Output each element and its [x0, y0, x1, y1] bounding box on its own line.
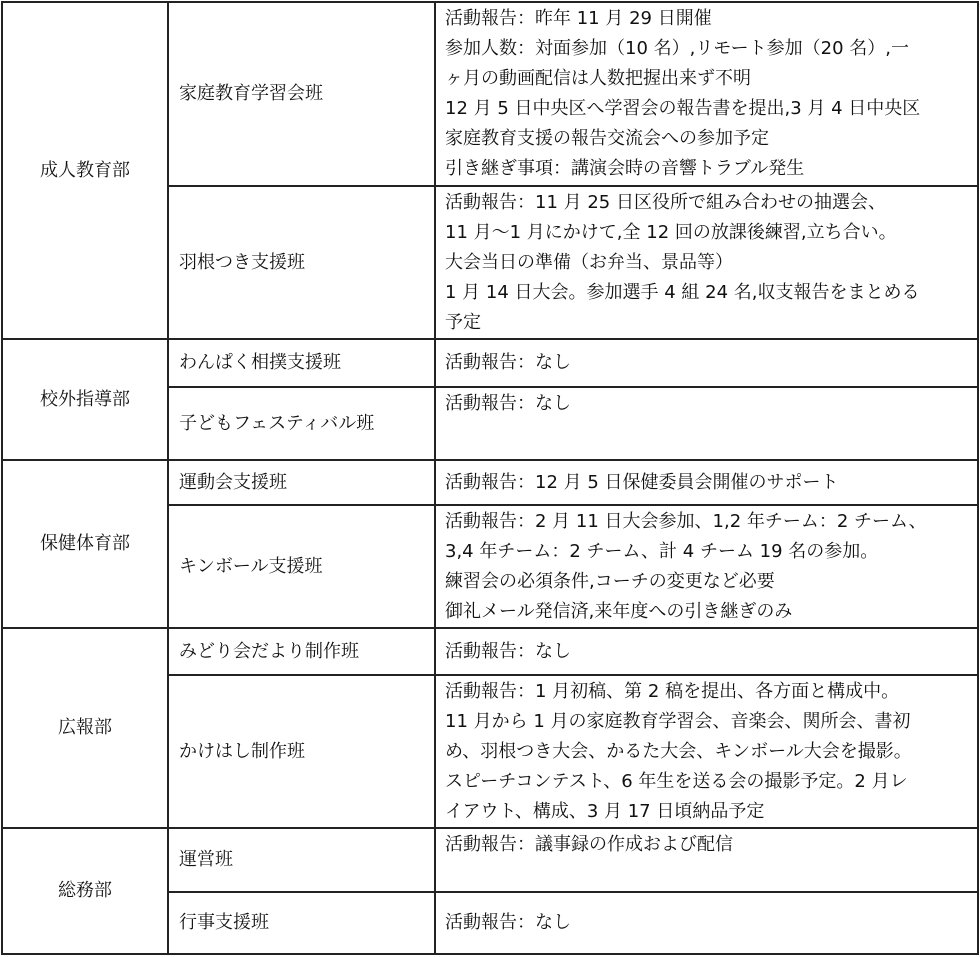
report-line: 活動報告：12 月 5 日保健委員会開催のサポート	[445, 471, 839, 493]
report-cell	[435, 892, 978, 954]
table-row	[2, 828, 978, 892]
report-line: 12 月 5 日中央区へ学習会の報告書を提出,3 月 4 日中央区	[445, 98, 921, 119]
report-line: イアウト、構成、3 月 17 日頃納品予定	[445, 800, 765, 822]
report-cell	[435, 628, 978, 675]
group-name: 運営班	[168, 828, 435, 892]
report-line: 引き継ぎ事項：講演会時の音響トラブル発生	[445, 158, 805, 179]
group-name: キンボール支援班	[168, 505, 435, 628]
group-name: 行事支援班	[168, 892, 435, 954]
report-line: 活動報告：11 月 25 日区役所で組み合わせの抽選会、	[445, 191, 886, 213]
report-line: 練習会の必須条件,コーチの変更など必要	[445, 570, 775, 592]
group-name: 家庭教育学習会班	[168, 2, 435, 186]
report-line: め、羽根つき大会、かるた大会、キンボール大会を撮影。	[445, 740, 912, 762]
activity-report-table	[1, 1, 979, 955]
report-line: 1 月 14 日大会。参加選手 4 組 24 名,収支報告をまとめる	[445, 281, 920, 303]
department-name: 校外指導部	[2, 339, 168, 460]
report-line: 活動報告：議事録の作成および配信	[445, 834, 733, 855]
report-cell	[435, 460, 978, 505]
report-cell	[435, 339, 978, 387]
group-name: 子どもフェスティバル班	[168, 387, 435, 460]
department-name: 成人教育部	[2, 2, 168, 339]
report-line: 活動報告：昨年 11 月 29 日開催	[445, 8, 712, 29]
report-line: 家庭教育支援の報告交流会への参加予定	[445, 128, 769, 149]
report-cell	[435, 675, 978, 828]
report-line: 活動報告：2 月 11 日大会参加、1,2 年チーム：2 チーム、	[445, 510, 927, 532]
report-line: 活動報告：1 月初稿、第 2 稿を提出、各方面と構成中。	[445, 680, 900, 702]
group-name: かけはし制作班	[168, 675, 435, 828]
report-cell	[435, 505, 978, 628]
report-line: 御礼メール発信済,来年度への引き継ぎのみ	[445, 600, 793, 622]
report-cell	[435, 2, 978, 186]
group-name: 羽根つき支援班	[168, 186, 435, 339]
report-line: 活動報告：なし	[445, 640, 571, 662]
report-line: 11 月～1 月にかけて,全 12 回の放課後練習,立ち合い。	[445, 221, 897, 243]
report-line: 3,4 年チーム：2 チーム、計 4 チーム 19 名の参加。	[445, 540, 879, 562]
group-name: わんぱく相撲支援班	[168, 339, 435, 387]
report-line: 11 月から 1 月の家庭教育学習会、音楽会、関所会、書初	[445, 710, 911, 732]
table-row	[2, 2, 978, 186]
department-name: 総務部	[2, 828, 168, 954]
report-line: スピーチコンテスト、6 年生を送る会の撮影予定。2 月レ	[445, 770, 908, 792]
report-line: 活動報告：なし	[445, 393, 571, 414]
report-line: 大会当日の準備（お弁当、景品等）	[445, 251, 733, 273]
report-cell	[435, 387, 978, 460]
table-row	[2, 460, 978, 505]
report-line: 参加人数：対面参加（10 名）,リモート参加（20 名）,一	[445, 38, 909, 59]
table-row	[2, 339, 978, 387]
department-name: 保健体育部	[2, 460, 168, 628]
report-line: 活動報告：なし	[445, 352, 571, 373]
report-cell	[435, 828, 978, 892]
group-name: 運動会支援班	[168, 460, 435, 505]
group-name: みどり会だより制作班	[168, 628, 435, 675]
report-line: ヶ月の動画配信は人数把握出来ず不明	[445, 68, 751, 89]
report-line: 予定	[445, 311, 481, 333]
report-line: 活動報告：なし	[445, 912, 571, 933]
department-name: 広報部	[2, 628, 168, 828]
table-row	[2, 628, 978, 675]
report-cell	[435, 186, 978, 339]
